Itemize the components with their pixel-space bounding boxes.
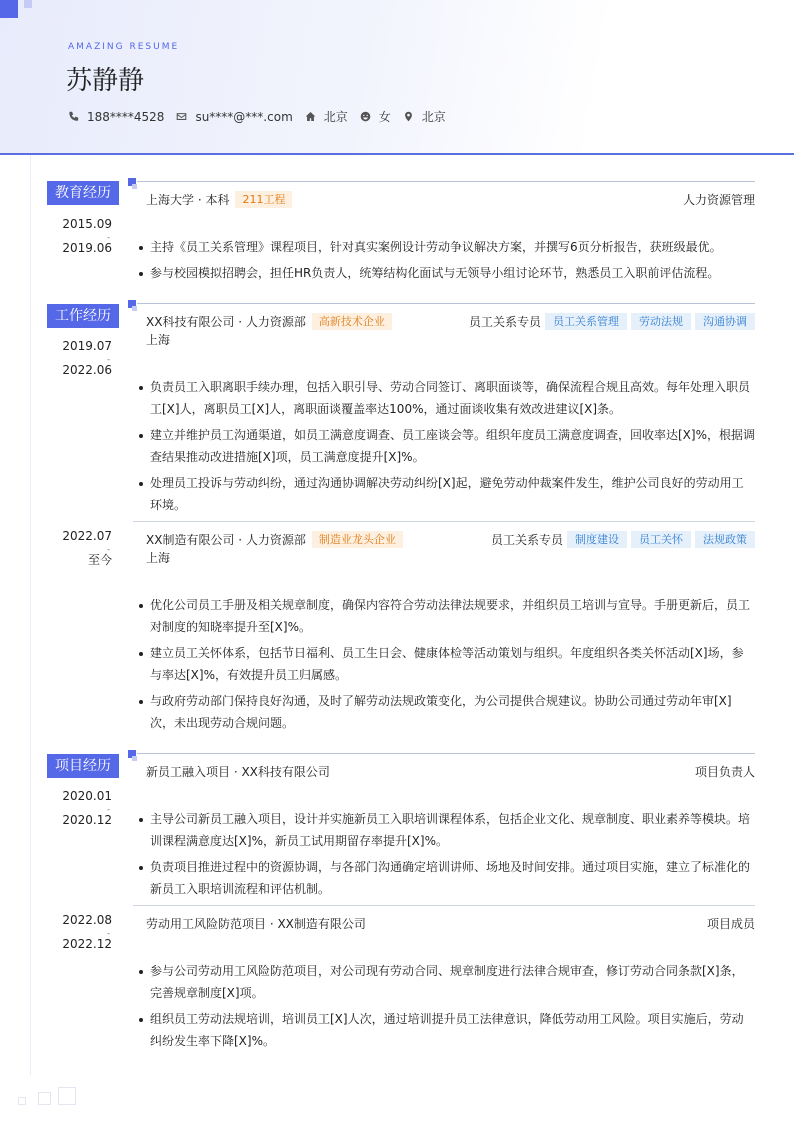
project-1-row: [146, 762, 755, 780]
contact-hometown: [305, 108, 348, 125]
section-marker-light: [132, 756, 137, 761]
contact-gender: [360, 108, 391, 125]
project-1-role: 项目负责人: [694, 764, 755, 779]
work-2-start-date: 2022.07: [62, 529, 112, 543]
contact-email: [176, 110, 292, 124]
work-1-company: XX科技有限公司 · 人力资源部: [146, 314, 306, 329]
entry-divider: [133, 905, 755, 906]
entry-divider: [133, 521, 755, 522]
work-2-dates: 2022.07 - 至今: [40, 524, 112, 572]
work-2-skill-tag: 法规政策: [695, 531, 755, 548]
list-item: 处理员工投诉与劳动纠纷，通过沟通协调解决劳动纠纷[X]起，避免劳动仲裁案件发生，维护公司良好的劳动用工环境。: [138, 472, 755, 516]
header-divider: [0, 153, 794, 155]
list-item: 主持《员工关系管理》课程项目，针对真实案例设计劳动争议解决方案，并撰写6页分析报告，获班级最优。: [138, 236, 755, 258]
work-1-start-date: 2019.07: [62, 339, 112, 353]
list-item: 负责员工入职离职手续办理，包括入职引导、劳动合同签订、离职面谈等，确保流程合规且高效。每年处理入职员工[X]人，离职员工[X]人，离职面谈覆盖率达100%，通过面谈收集有效改进建议[X]条。: [138, 376, 755, 420]
location-pin-icon: [403, 111, 414, 122]
section-divider: [137, 181, 755, 182]
candidate-name: 苏静静: [66, 66, 145, 96]
list-item: 负责项目推进过程中的资源协调，与各部门沟通确定培训讲师、场地及时间安排。通过项目实施，建立了标准化的新员工入职培训流程和评估机制。: [138, 856, 755, 900]
footer-decoration: [18, 1097, 26, 1105]
work-1-company-tag: 高新技术企业: [312, 313, 392, 330]
project-2-bullets: [138, 960, 755, 1056]
education-major: 人力资源管理: [682, 192, 755, 207]
work-1-end-date: 2022.06: [62, 363, 112, 377]
education-start-date: 2015.09: [62, 217, 112, 231]
work-1-row: [146, 312, 755, 330]
email-icon: [176, 111, 187, 122]
work-1-city: 上海: [146, 333, 171, 347]
work-2-company: XX制造有限公司 · 人力资源部: [146, 532, 306, 547]
contact-bar: [68, 108, 458, 125]
list-item: 主导公司新员工融入项目，设计并实施新员工入职培训课程体系，包括企业文化、规章制度、职业素养等模块。培训课程满意度达[X]%，新员工试用期留存率提升[X]%。: [138, 808, 755, 852]
contact-location: [403, 108, 446, 125]
work-2-company-tag: 制造业龙头企业: [312, 531, 403, 548]
section-marker-light: [132, 306, 137, 311]
list-item: 优化公司员工手册及相关规章制度，确保内容符合劳动法律法规要求，并组织员工培训与宣导。手册更新后，员工对制度的知晓率提升至[X]%。: [138, 594, 755, 638]
list-item: 组织员工劳动法规培训，培训员工[X]人次，通过培训提升员工法律意识，降低劳动用工风险。项目实施后，劳动纠纷发生率下降[X]%。: [138, 1008, 755, 1052]
project-1-name: 新员工融入项目 · XX科技有限公司: [146, 764, 330, 779]
footer-decoration: [38, 1092, 51, 1105]
work-1-skill-tag: 员工关系管理: [545, 313, 627, 330]
section-title-education: 教育经历: [47, 181, 119, 205]
education-school: 上海大学 · 本科: [146, 192, 230, 207]
corner-decoration: [0, 0, 18, 18]
list-item: 与政府劳动部门保持良好沟通，及时了解劳动法规政策变化，为公司提供合规建议。协助公司通过劳动年审[X]次，未出现劳动合规问题。: [138, 690, 755, 734]
location: 北京: [421, 110, 446, 124]
work-1-dates: 2019.07 - 2022.06: [40, 334, 112, 382]
work-2-skill-tag: 员工关怀: [631, 531, 691, 548]
project-1-dates: 2020.01 - 2020.12: [40, 784, 112, 832]
home-icon: [305, 111, 316, 122]
project-1-end-date: 2020.12: [62, 813, 112, 827]
section-title-work: 工作经历: [47, 304, 119, 328]
project-2-end-date: 2022.12: [62, 937, 112, 951]
project-2-role: 项目成员: [706, 916, 755, 931]
section-title-projects: 项目经历: [47, 754, 119, 778]
corner-decoration-small: [24, 0, 32, 8]
gender: 女: [378, 110, 391, 124]
email-address: su****@***.com: [195, 109, 293, 124]
work-1-skill-tag: 劳动法规: [631, 313, 691, 330]
work-1-bullets: [138, 376, 755, 520]
phone-icon: [68, 111, 79, 122]
brand-label: AMAZING RESUME: [68, 42, 180, 52]
work-2-end-date: 至今: [87, 553, 112, 567]
list-item: 参与公司劳动用工风险防范项目，对公司现有劳动合同、规章制度进行法律合规审查，修订劳动合同条款[X]条，完善规章制度[X]项。: [138, 960, 755, 1004]
section-divider: [137, 753, 755, 754]
project-2-name: 劳动用工风险防范项目 · XX制造有限公司: [146, 916, 366, 931]
project-2-start-date: 2022.08: [62, 913, 112, 927]
education-end-date: 2019.06: [62, 241, 112, 255]
work-2-role: 员工关系专员: [490, 532, 563, 547]
face-icon: [360, 111, 371, 122]
list-item: 建立员工关怀体系，包括节日福利、员工生日会、健康体检等活动策划与组织。年度组织各类关怀活动[X]场，参与率达[X]%，有效提升员工归属感。: [138, 642, 755, 686]
work-1-role: 员工关系专员: [468, 314, 541, 329]
section-marker-light: [132, 184, 137, 189]
hometown: 北京: [323, 110, 348, 124]
phone-number: 188****4528: [87, 109, 165, 124]
list-item: 建立并维护员工沟通渠道，如员工满意度调查、员工座谈会等。组织年度员工满意度调查，回收率达[X]%，根据调查结果推动改进措施[X]项，员工满意度提升[X]%。: [138, 424, 755, 468]
work-1-skill-tag: 沟通协调: [695, 313, 755, 330]
education-bullets: [138, 236, 755, 288]
project-2-row: [146, 914, 755, 932]
contact-phone: [68, 110, 164, 124]
education-row: [146, 190, 755, 208]
work-2-row: [146, 530, 755, 548]
project-2-dates: 2022.08 - 2022.12: [40, 908, 112, 956]
education-school-tag: 211工程: [235, 191, 292, 208]
list-item: 参与校园模拟招聘会，担任HR负责人，统筹结构化面试与无领导小组讨论环节，熟悉员工入职前评估流程。: [138, 262, 755, 284]
work-2-bullets: [138, 594, 755, 738]
footer-decoration: [58, 1087, 76, 1105]
timeline-line: [30, 155, 31, 1075]
project-1-start-date: 2020.01: [62, 789, 112, 803]
education-dates: 2015.09 - 2019.06: [40, 212, 112, 260]
work-2-city: 上海: [146, 551, 171, 565]
section-divider: [137, 303, 755, 304]
project-1-bullets: [138, 808, 755, 904]
work-2-skill-tag: 制度建设: [567, 531, 627, 548]
